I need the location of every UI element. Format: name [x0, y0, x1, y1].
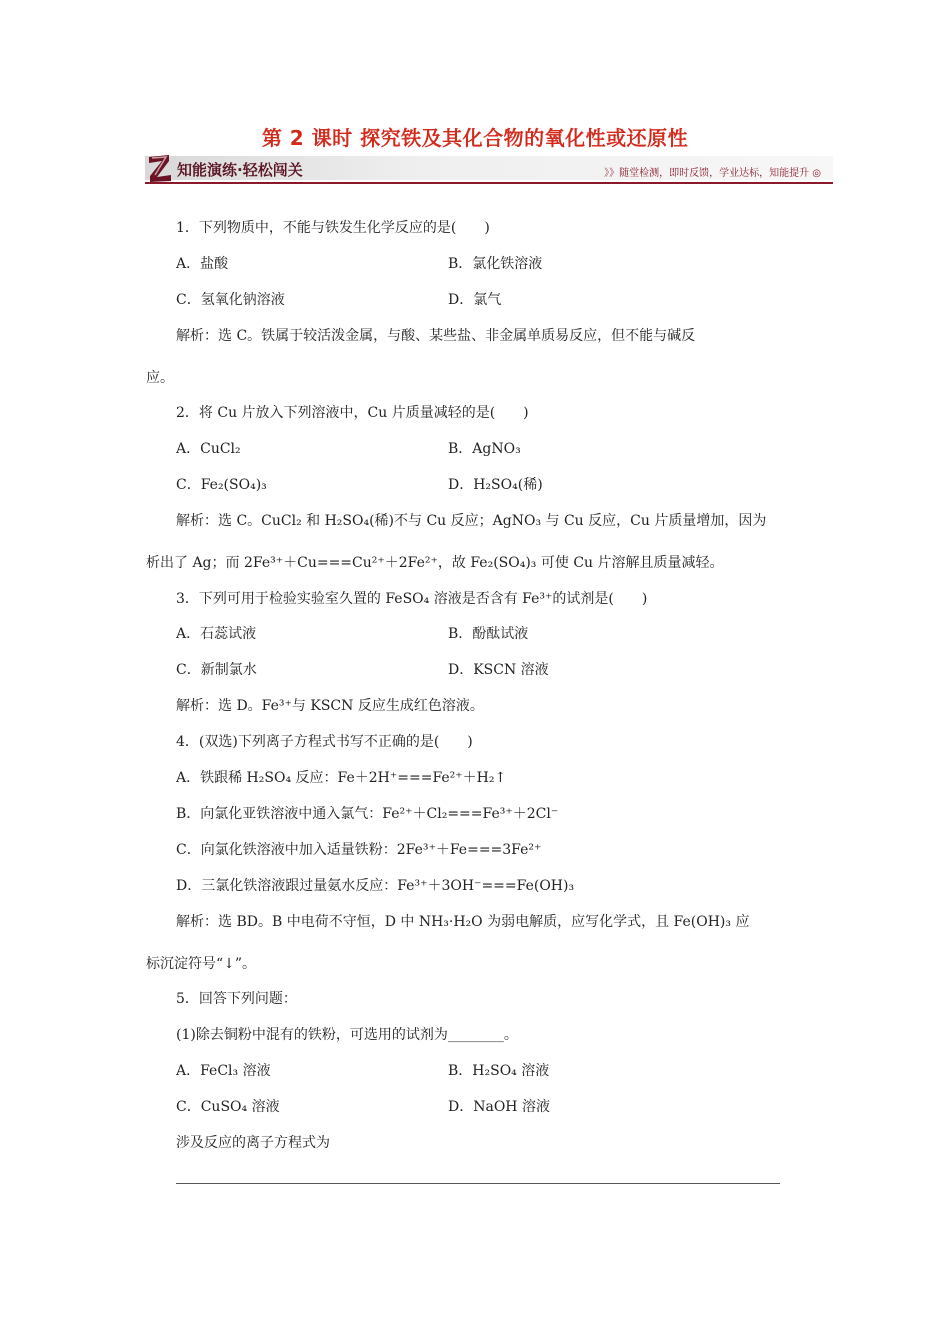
q4-stem: 4．(双选)下列离子方程式书写不正确的是( )	[176, 734, 473, 750]
q5-subquestion-1: (1)除去铜粉中混有的铁粉，可选用的试剂为________。	[176, 1027, 518, 1043]
q4-analysis-line1: 解析：选 BD。B 中电荷不守恒，D 中 NH₃·H₂O 为弱电解质，应写化学式，且 Fe(OH)₃ 应	[176, 914, 750, 930]
q1-option-c: C．氢氧化钠溶液	[176, 292, 285, 308]
q3-analysis: 解析：选 D。Fe³⁺与 KSCN 反应生成红色溶液。	[176, 698, 484, 714]
section-banner	[145, 150, 833, 186]
q2-option-a: A．CuCl₂	[176, 441, 241, 457]
q3-stem: 3．下列可用于检验实验室久置的 FeSO₄ 溶液是否含有 Fe³⁺的试剂是( )	[176, 591, 648, 607]
q3-option-d: D．KSCN 溶液	[448, 662, 549, 678]
q2-stem: 2．将 Cu 片放入下列溶液中，Cu 片质量减轻的是( )	[176, 405, 529, 421]
q5-option-a: A．FeCl₃ 溶液	[176, 1063, 271, 1079]
banner-title: 知能演练·轻松闯关	[177, 161, 303, 179]
q2-option-c: C．Fe₂(SO₄)₃	[176, 477, 267, 493]
q3-option-a: A．石蕊试液	[176, 626, 257, 642]
q1-option-d: D．氯气	[448, 292, 502, 308]
q2-analysis-line1: 解析：选 C。CuCl₂ 和 H₂SO₄(稀)不与 Cu 反应；AgNO₃ 与 Cu 反应，Cu 片质量增加，因为	[176, 513, 767, 529]
q4-option-c: C．向氯化铁溶液中加入适量铁粉：2Fe³⁺＋Fe===3Fe²⁺	[176, 842, 542, 858]
answer-blank-line	[176, 1183, 780, 1184]
q1-stem: 1．下列物质中，不能与铁发生化学反应的是( )	[176, 220, 490, 236]
q1-analysis-line1: 解析：选 C。铁属于较活泼金属，与酸、某些盐、非金属单质易反应，但不能与碱反	[176, 328, 696, 344]
q2-option-b: B．AgNO₃	[448, 441, 521, 457]
q1-analysis-line2: 应。	[146, 370, 174, 386]
page-title: 第 2 课时 探究铁及其化合物的氧化性或还原性	[261, 126, 689, 150]
q1-option-b: B．氯化铁溶液	[448, 256, 543, 272]
q4-option-a: A．铁跟稀 H₂SO₄ 反应：Fe＋2H⁺===Fe²⁺＋H₂↑	[176, 770, 507, 786]
banner-underline	[145, 182, 833, 184]
q2-analysis-line2: 析出了 Ag；而 2Fe³⁺＋Cu===Cu²⁺＋2Fe²⁺，故 Fe₂(SO₄)₃ 可使 Cu 片溶解且质量减轻。	[146, 555, 724, 571]
q2-option-d: D．H₂SO₄(稀)	[448, 477, 543, 493]
q5-option-c: C．CuSO₄ 溶液	[176, 1099, 280, 1115]
q4-analysis-line2: 标沉淀符号“↓”。	[146, 956, 257, 972]
q1-option-a: A．盐酸	[176, 256, 229, 272]
q3-option-c: C．新制氯水	[176, 662, 257, 678]
z-logo-icon	[147, 153, 173, 183]
q4-option-b: B．向氯化亚铁溶液中通入氯气：Fe²⁺＋Cl₂===Fe³⁺＋2Cl⁻	[176, 806, 559, 822]
banner-slogan: 》》随堂检测，即时反馈，学业达标，知能提升 ◎	[604, 168, 821, 179]
q5-option-d: D．NaOH 溶液	[448, 1099, 550, 1115]
q5-option-b: B．H₂SO₄ 溶液	[448, 1063, 550, 1079]
q5-stem: 5．回答下列问题：	[176, 991, 297, 1007]
q3-option-b: B．酚酞试液	[448, 626, 529, 642]
q5-equation-prompt: 涉及反应的离子方程式为	[176, 1135, 330, 1151]
q4-option-d: D．三氯化铁溶液跟过量氨水反应：Fe³⁺＋3OH⁻===Fe(OH)₃	[176, 878, 575, 894]
